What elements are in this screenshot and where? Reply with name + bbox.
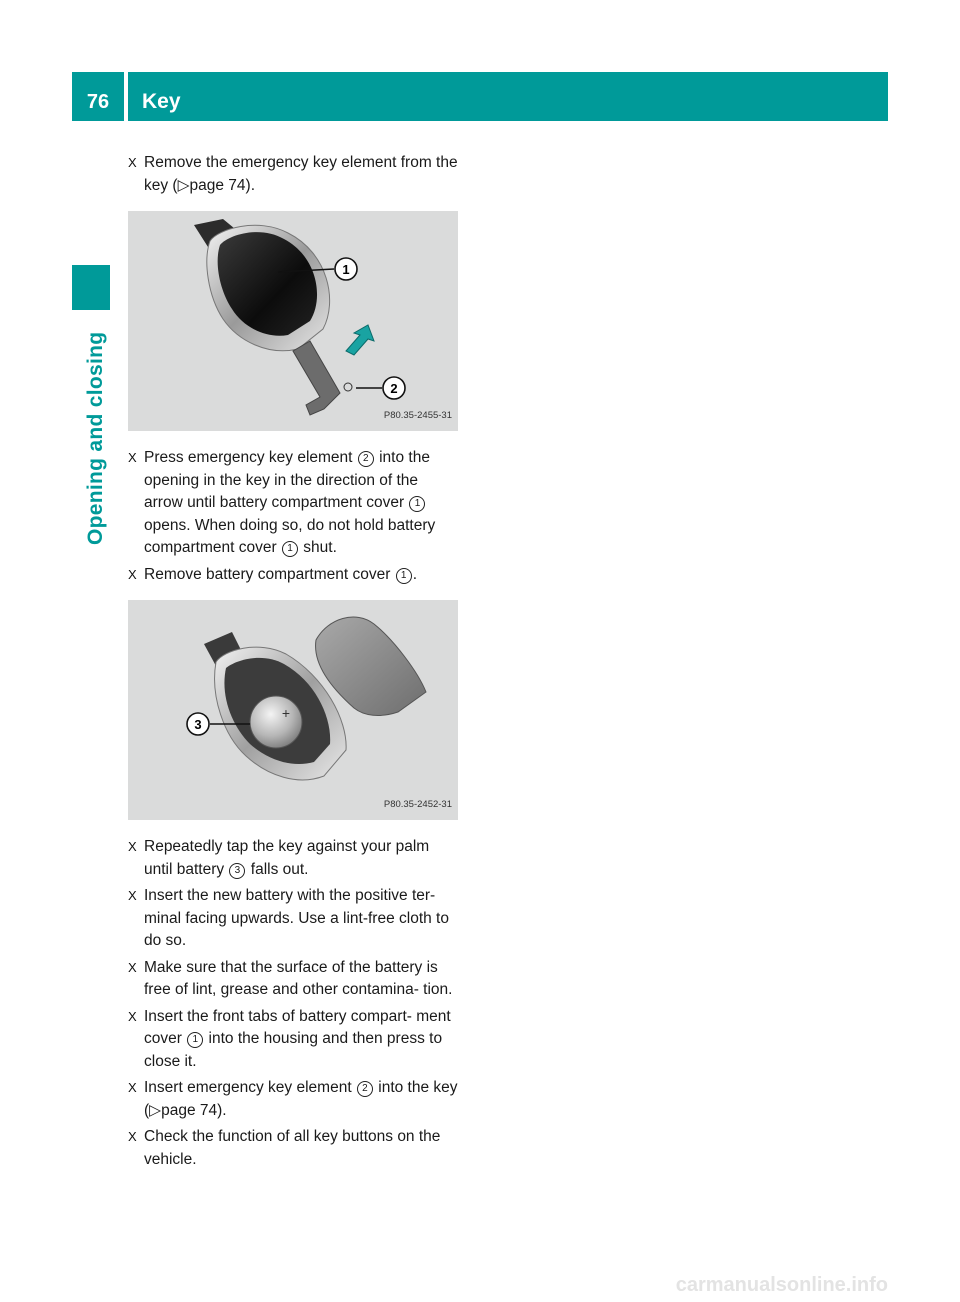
bullet-icon: X <box>128 1008 137 1024</box>
step-text-b: into the housing and then press to close it. <box>144 1030 443 1070</box>
figure-key-battery <box>128 600 458 820</box>
step-text-a: Remove the emergency key element from the key ( <box>144 154 458 194</box>
callout-2-label: 2 <box>390 381 398 396</box>
step-insert-emergency-key <box>128 1077 460 1122</box>
bullet-icon: X <box>128 888 137 903</box>
page-ref-link[interactable]: page 74 <box>161 1101 218 1119</box>
section-label-text: Opening and closing <box>84 331 107 545</box>
page-ref-icon: ▷ <box>149 1101 162 1119</box>
callout-ref-icon: 2 <box>358 451 374 467</box>
bullet-icon: X <box>128 450 137 465</box>
battery-coin <box>250 696 302 748</box>
step-text <box>144 1077 460 1122</box>
step-text <box>144 564 460 587</box>
bullet-icon: X <box>128 839 137 854</box>
step-text: Make sure that the surface of the battery is free of lint, grease and other contamina- tion. <box>144 958 453 998</box>
step-check-buttons <box>128 1126 460 1171</box>
emergency-key-blade <box>293 341 340 415</box>
step-text-b: ). <box>245 176 256 194</box>
step-text: Check the function of all key buttons on the vehicle. <box>144 1128 441 1168</box>
page-ref-link[interactable]: page 74 <box>189 176 246 194</box>
step-text-b: falls out. <box>250 860 309 878</box>
bullet-icon: X <box>128 1080 137 1095</box>
key-illustration-2 <box>128 600 458 820</box>
step-text-d: shut. <box>303 539 337 556</box>
figure-code: P80.35-2455-31 <box>383 409 452 421</box>
callout-ref-icon: 1 <box>187 1032 203 1048</box>
callout-ref-icon: 1 <box>282 541 298 557</box>
step-text: Insert the new battery with the positive ter- minal facing upwards. Use a lint-free cloth to do so. <box>144 887 449 949</box>
figure-key-emergency-element <box>128 211 458 431</box>
step-text-a: Press emergency key element <box>144 449 353 466</box>
instructions <box>128 152 460 1175</box>
step-text-b: into the opening in the key in the direction of the arrow until battery compartment cover <box>144 449 430 511</box>
callout-ref-icon: 1 <box>409 496 425 512</box>
step-remove-emergency-key <box>128 152 460 197</box>
step-check-surface <box>128 957 460 1002</box>
page-ref-icon: ▷ <box>177 176 190 194</box>
key-illustration-1 <box>128 211 458 431</box>
svg-text:+: + <box>281 705 291 721</box>
bullet-icon: X <box>128 566 137 582</box>
step-remove-cover <box>128 564 460 587</box>
figure-code: P80.35-2452-31 <box>383 798 452 810</box>
step-text-b: . <box>412 565 417 583</box>
callout-1-label: 1 <box>342 262 350 277</box>
bullet-icon: X <box>128 1129 137 1144</box>
step-text <box>144 1006 460 1074</box>
section-marker <box>72 265 110 310</box>
step-text-c: ). <box>217 1101 227 1119</box>
step-text-a: Repeatedly tap the key against your palm until battery <box>144 838 430 878</box>
callout-ref-icon: 3 <box>229 863 245 879</box>
step-tap-key <box>128 836 460 881</box>
page-title: Key <box>128 72 888 121</box>
step-text <box>144 152 460 197</box>
step-insert-cover <box>128 1006 460 1074</box>
step-press-emergency-key <box>128 447 460 560</box>
callout-ref-icon: 2 <box>357 1081 373 1097</box>
page-number: 76 <box>72 72 124 121</box>
step-text <box>144 447 460 560</box>
step-text-a: Remove battery compartment cover <box>144 565 391 583</box>
bullet-icon: X <box>128 959 137 975</box>
callout-ref-icon: 1 <box>396 568 412 584</box>
step-text-b: into the key ( <box>144 1079 458 1119</box>
footer-watermark: carmanualsonline.info <box>675 1274 888 1296</box>
callout-3-label: 3 <box>194 717 202 732</box>
key-ring-hole <box>344 383 352 391</box>
direction-arrow-icon <box>346 325 374 355</box>
bullet-icon: X <box>128 155 137 170</box>
step-text-a: Insert the front tabs of battery compart- ment cover <box>144 1007 451 1047</box>
step-insert-battery <box>128 885 460 953</box>
step-text-a: Insert emergency key element <box>144 1079 352 1096</box>
step-text <box>144 836 460 881</box>
step-text-c: opens. When doing so, do not hold battery compartment cover <box>144 516 436 556</box>
